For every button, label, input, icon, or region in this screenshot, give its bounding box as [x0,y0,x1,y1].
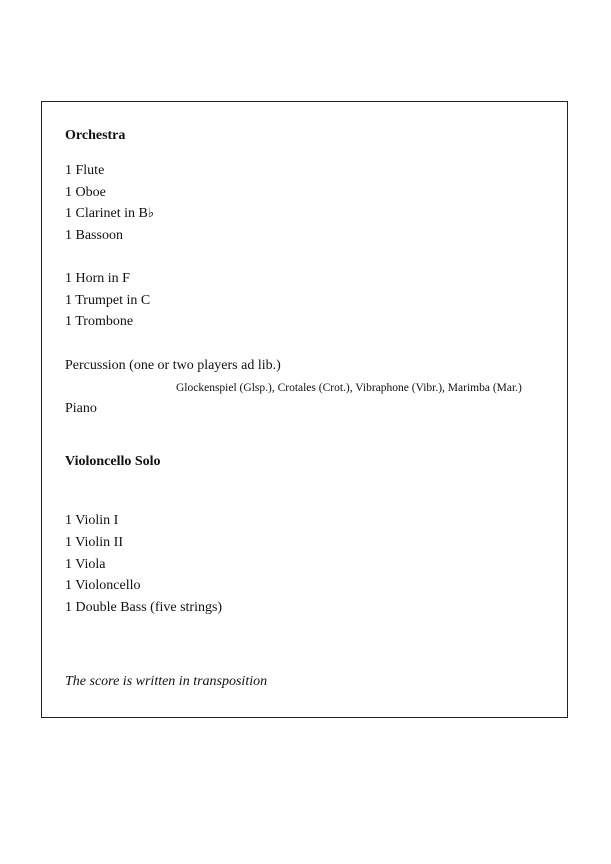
instrument-bassoon: 1 Bassoon [65,228,123,243]
orchestra-heading: Orchestra [65,128,126,143]
instrument-violoncello: 1 Violoncello [65,578,141,593]
instrument-trumpet: 1 Trumpet in C [65,293,151,308]
instrument-horn: 1 Horn in F [65,271,130,286]
percussion-instruments: Glockenspiel (Glsp.), Crotales (Crot.), Vibraphone (Vibr.), Marimba (Mar.) [176,382,522,394]
instrument-trombone: 1 Trombone [65,314,134,329]
instrument-double-bass: 1 Double Bass (five strings) [65,600,223,615]
instrument-clarinet-label: 1 Clarinet in B [65,206,148,221]
instrument-violin-2: 1 Violin II [65,535,124,550]
instrument-flute: 1 Flute [65,163,105,178]
transposition-note: The score is written in transposition [65,674,268,689]
percussion-title: Percussion (one or two players ad lib.) [65,358,281,373]
flat-sign: ♭ [147,206,154,221]
instrument-viola: 1 Viola [65,557,106,572]
instrument-violin-1: 1 Violin I [65,513,119,528]
instrumentation-frame [41,101,568,718]
instrument-oboe: 1 Oboe [65,185,106,200]
instrument-piano: Piano [65,401,97,416]
solo-heading: Violoncello Solo [65,454,161,469]
instrument-clarinet [65,205,154,223]
